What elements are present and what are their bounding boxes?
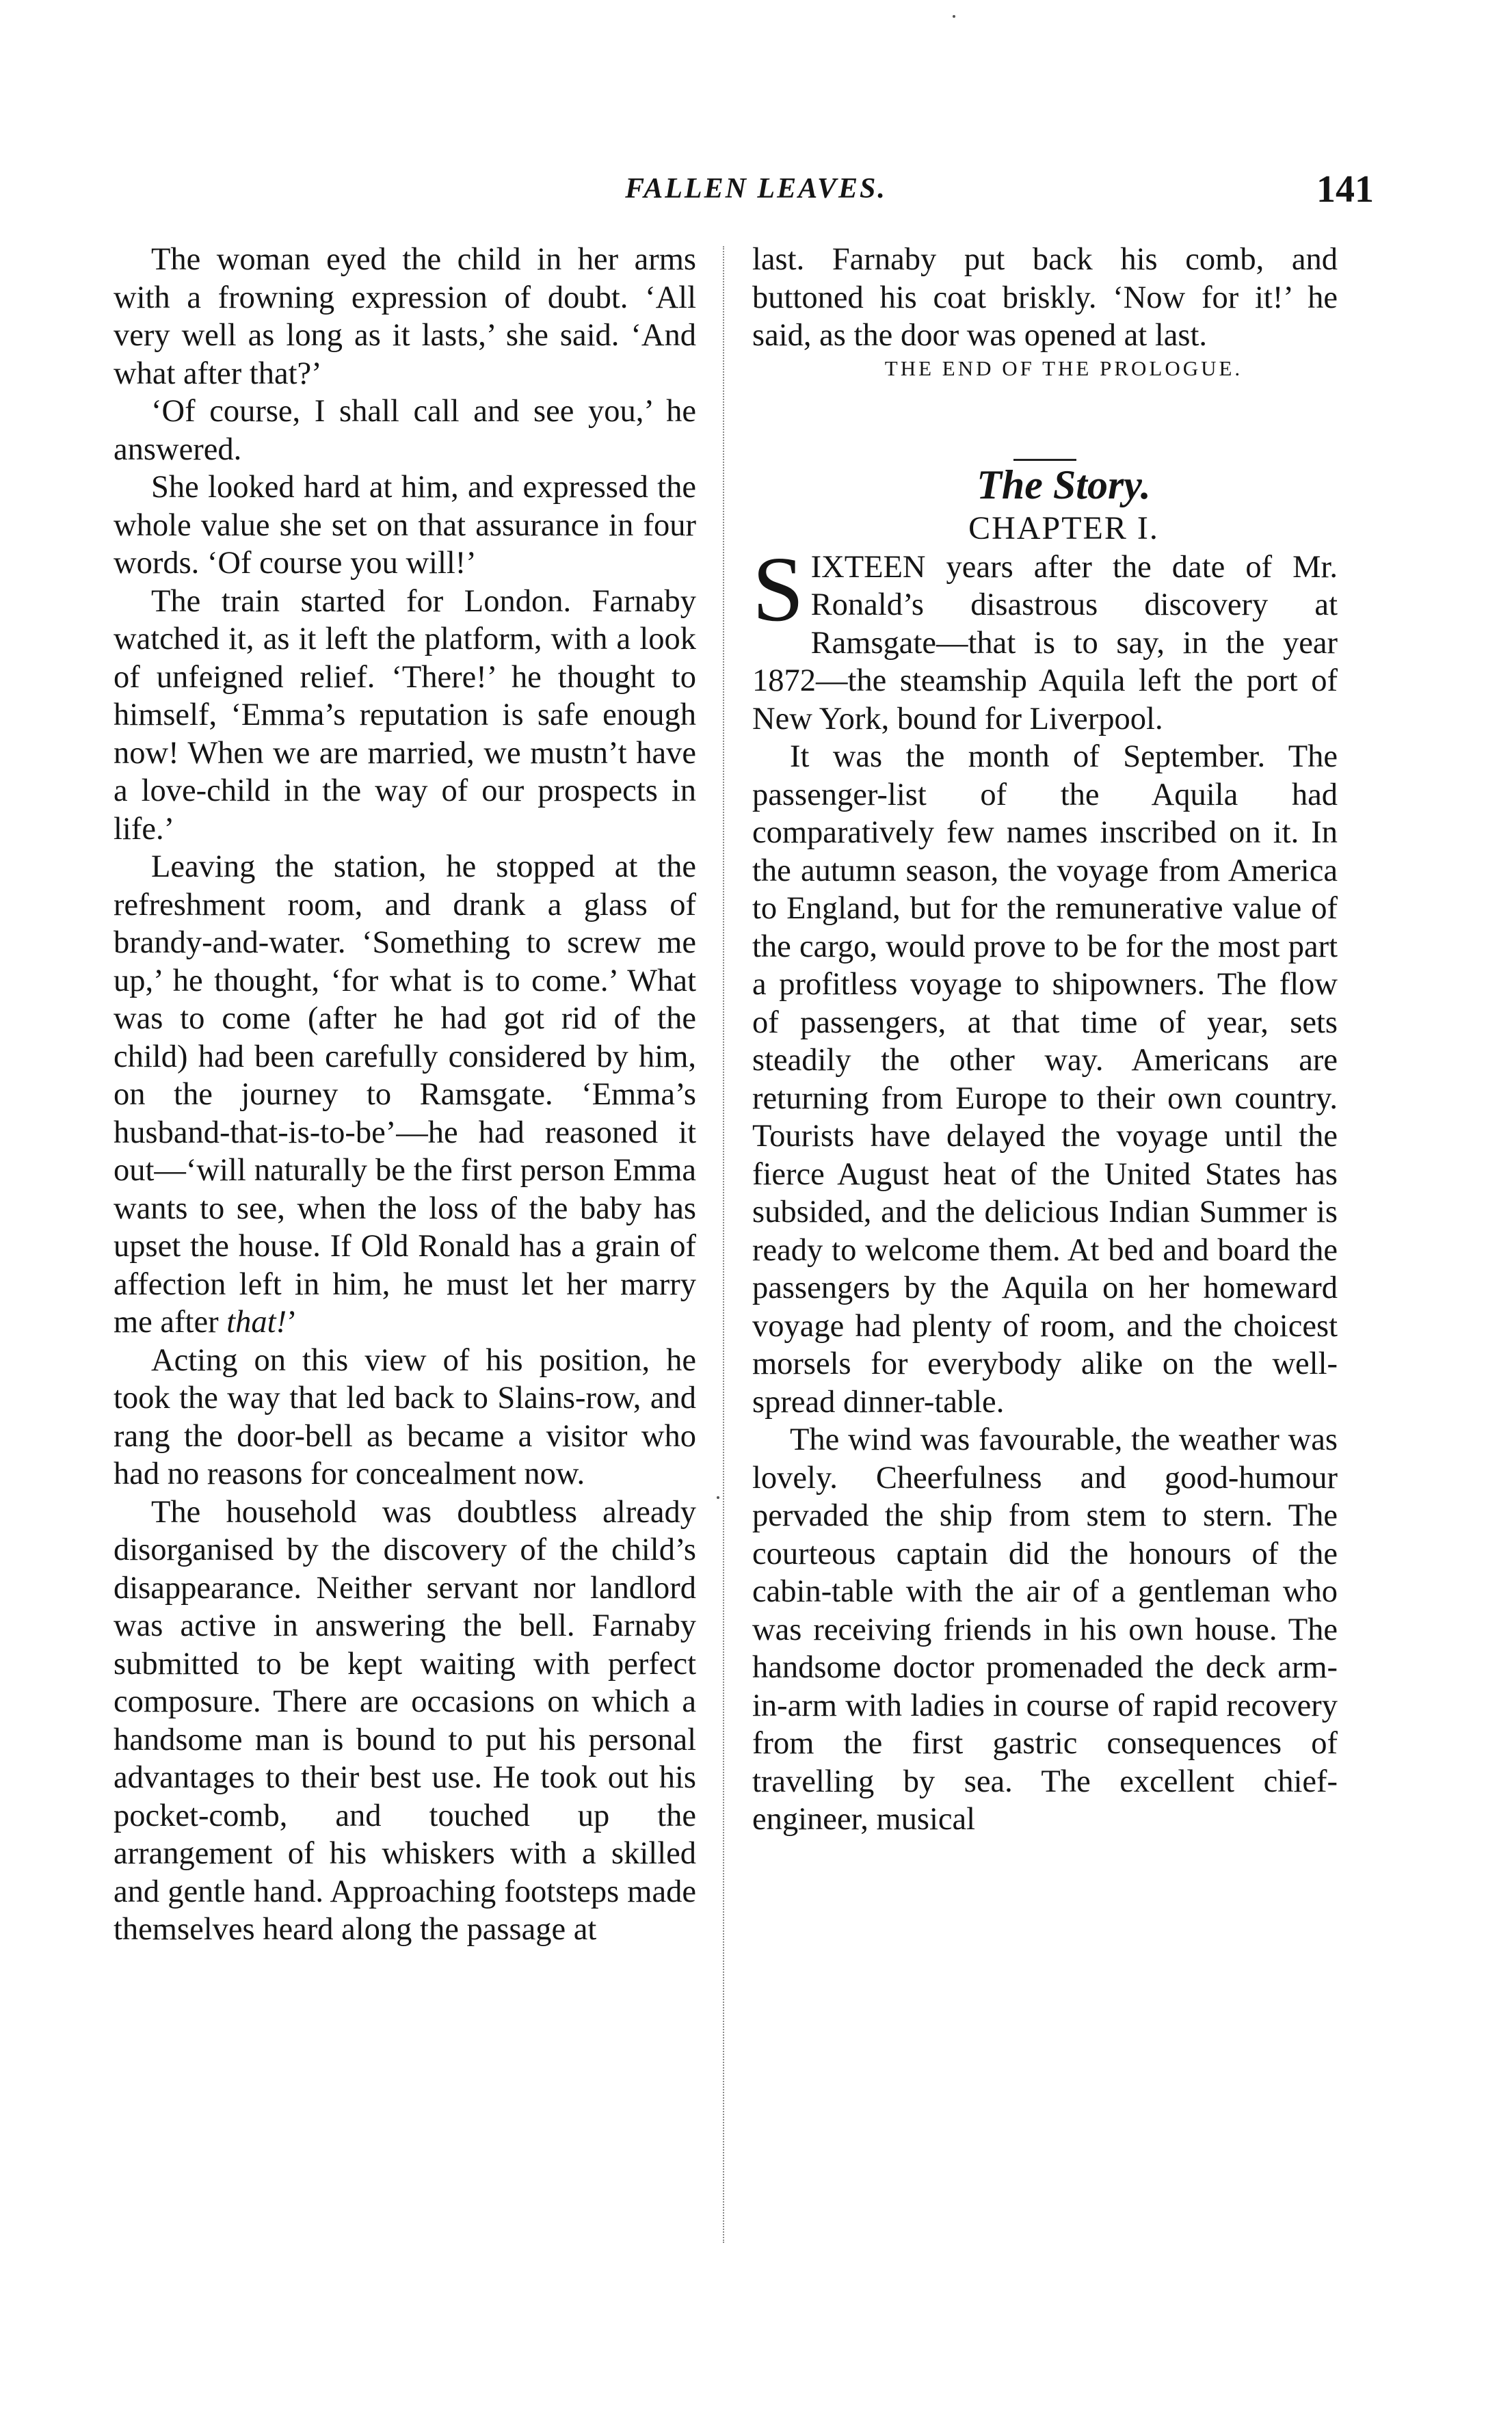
paragraph: The woman eyed the child in her arms with a frowning expression of doubt. ‘All very well as long as it lasts,’ she said. ‘And what after that?’ <box>114 242 696 391</box>
running-title: FALLEN LEAVES. <box>625 173 887 204</box>
paragraph: The wind was favourable, the weather was lovely. Cheerfulness and good-humour pervaded the ship from stem to stern. The courteous captain did the honours of the cabin-table with the air of a gentleman who was receiving friends in his own house. The handsome doctor promenaded the deck arm-in-arm with ladies in course of rapid recovery from the first gastric consequences of travelling by sea. The excellent chief-engineer, musical <box>752 1422 1338 1837</box>
paragraph: The train started for London. Farnaby watched it, as it left the platform, with a look of unfeigned relief. ‘There!’ he thought to himself, ‘Emma’s reputation is safe enough now! When we are married, we mustn’t have a love-child in the way of our prospects in life.’ <box>114 583 696 847</box>
chapter-heading: CHAPTER I. <box>968 509 1159 546</box>
left-column <box>114 241 696 1949</box>
page-number: 141 <box>1316 168 1374 211</box>
story-heading: The Story. <box>977 462 1151 507</box>
right-column <box>752 241 1338 1839</box>
end-of-prologue: THE END OF THE PROLOGUE. <box>884 356 1243 380</box>
paragraph: It was the month of September. The passenger-list of the Aquila had comparatively few names inscribed on it. In the autumn season, the voyage from America to England, but for the remunerative value of the cargo, would prove to be for the most part a profitless voyage to shipowners. The flow of passengers, at that time of year, sets steadily the other way. Americans are returning from Europe to their own country. Tourists have delayed the voyage until the fierce August heat of the United States has subsided, and the delicious Indian Summer is ready to welcome them. At bed and board the passengers by the Aquila on her homeward voyage had plenty of room, and the choicest morsels for everybody alike on the well-spread dinner-table. <box>752 739 1338 1420</box>
paragraph-with-emphasis <box>114 848 696 1342</box>
scan-speck <box>717 1496 719 1499</box>
column-divider <box>723 246 724 2243</box>
paragraph: The household was doubtless already disorganised by the discovery of the child’s disappearance. Neither servant nor landlord was active in answering the bell. Farnaby submitted to be kept waiting with perfect composure. There are occasions on which a handsome man is bound to put his personal advantages to their best use. He took out his pocket-comb, and touched up the arrangement of his whiskers with a skilled and gentle hand. Approaching footsteps made themselves heard along the passage at <box>114 1494 696 1947</box>
scan-speck <box>953 15 955 18</box>
emphasis-that: that! <box>226 1305 287 1340</box>
paragraph: Acting on this view of his position, he took the way that led back to Slains-row, and rang the door-bell as became a visitor who had no reasons for concealment now. <box>114 1342 696 1491</box>
continuation-paragraph: last. Farnaby put back his comb, and buttoned his coat briskly. ‘Now for it!’ he said, as the door was opened at last. <box>752 242 1338 353</box>
paragraph-text: Leaving the station, he stopped at the refreshment room, and drank a glass of brandy-and-water. ‘Something to screw me up,’ he thought, ‘for what is to come.’ What was to come (after he had got rid of the child) had been carefully considered by him, on the journey to Ramsgate. ‘Emma’s husband-that-is-to-be’—he had reasoned it out—‘will naturally be the first person Emma wants to see, when the loss of the baby has upset the house. If Old Ronald has a grain of affection left in him, he must let her marry me after <box>114 849 696 1340</box>
opening-paragraph <box>752 537 1338 739</box>
paragraph: ‘Of course, I shall call and see you,’ he answered. <box>114 394 696 467</box>
paragraph: She looked hard at him, and expressed the whole value she set on that assurance in four words. ‘Of course you will!’ <box>114 470 696 581</box>
closing-quote: ’ <box>287 1305 297 1340</box>
drop-cap: S <box>752 537 804 641</box>
paragraph-text: IXTEEN years after the date of Mr. Ronald’s disastrous discovery at Ramsgate—that is to say, in the year 1872—the steamship Aquila left the port of New York, bound for Liverpool. <box>752 549 1338 736</box>
